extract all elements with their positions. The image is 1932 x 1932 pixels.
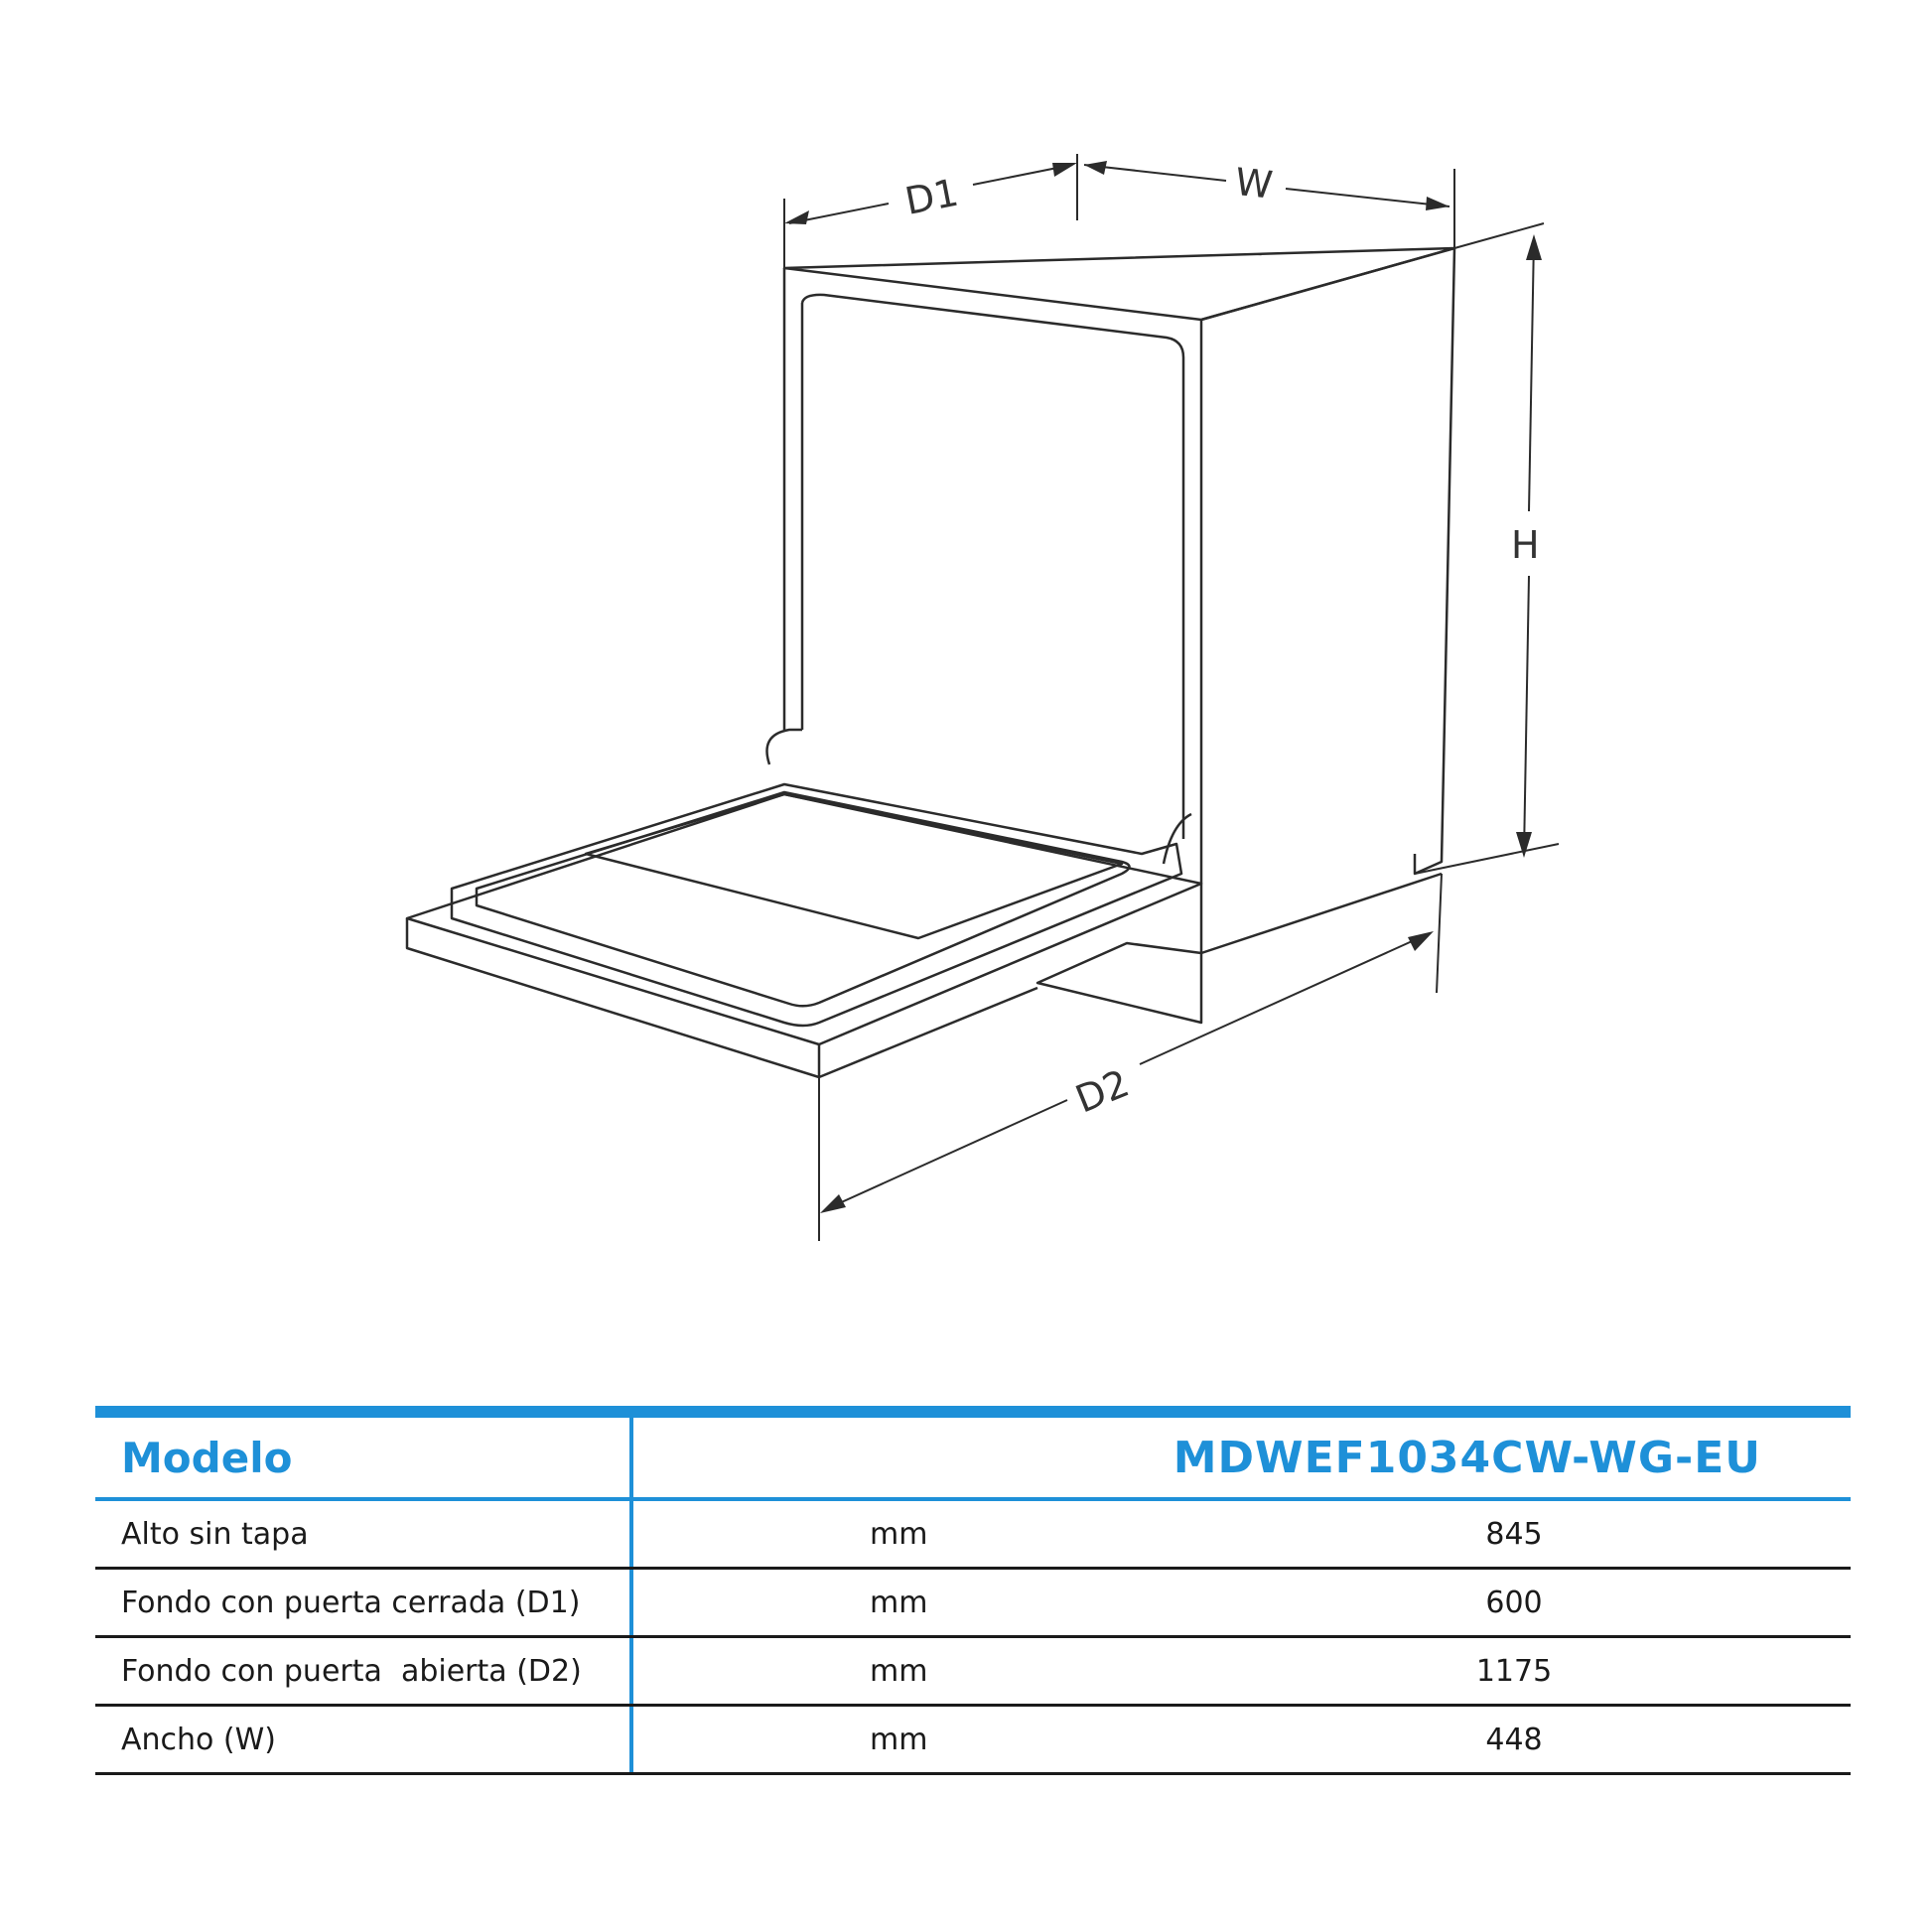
row-unit: mm — [870, 1653, 928, 1689]
row-unit: mm — [870, 1516, 928, 1552]
door-opening — [802, 295, 1183, 839]
row-label: Fondo con puerta cerrada (D1) — [95, 1570, 633, 1635]
table-row — [95, 1570, 1851, 1638]
row-value: 845 — [1485, 1516, 1543, 1552]
table-header-row — [95, 1418, 1851, 1501]
model-header-label: Modelo — [95, 1418, 633, 1497]
row-value: 448 — [1485, 1722, 1543, 1757]
model-number: MDWEF1034CW-WG-EU — [1173, 1432, 1761, 1483]
row-label: Fondo con puerta abierta (D2) — [95, 1638, 633, 1704]
dimension-label-h: H — [1511, 523, 1540, 567]
detergent-panel — [586, 794, 1122, 938]
specifications-table — [95, 1406, 1851, 1775]
row-value: 600 — [1485, 1585, 1543, 1620]
cabinet-base — [1037, 884, 1201, 1023]
row-label: Ancho (W) — [95, 1707, 633, 1772]
row-unit: mm — [870, 1722, 928, 1757]
cabinet-top — [784, 248, 1454, 320]
table-top-bar — [95, 1406, 1851, 1418]
dimension-label-d2: D2 — [1069, 1060, 1136, 1122]
door-inner-tray — [452, 784, 1181, 1026]
row-label: Alto sin tapa — [95, 1501, 633, 1567]
cabinet-right-side — [1201, 248, 1454, 874]
dimension-label-d1: D1 — [901, 170, 962, 224]
dimension-label-w: W — [1232, 159, 1275, 207]
row-value: 1175 — [1475, 1653, 1553, 1689]
table-row — [95, 1501, 1851, 1570]
table-row — [95, 1638, 1851, 1707]
row-unit: mm — [870, 1585, 928, 1620]
table-row — [95, 1707, 1851, 1775]
